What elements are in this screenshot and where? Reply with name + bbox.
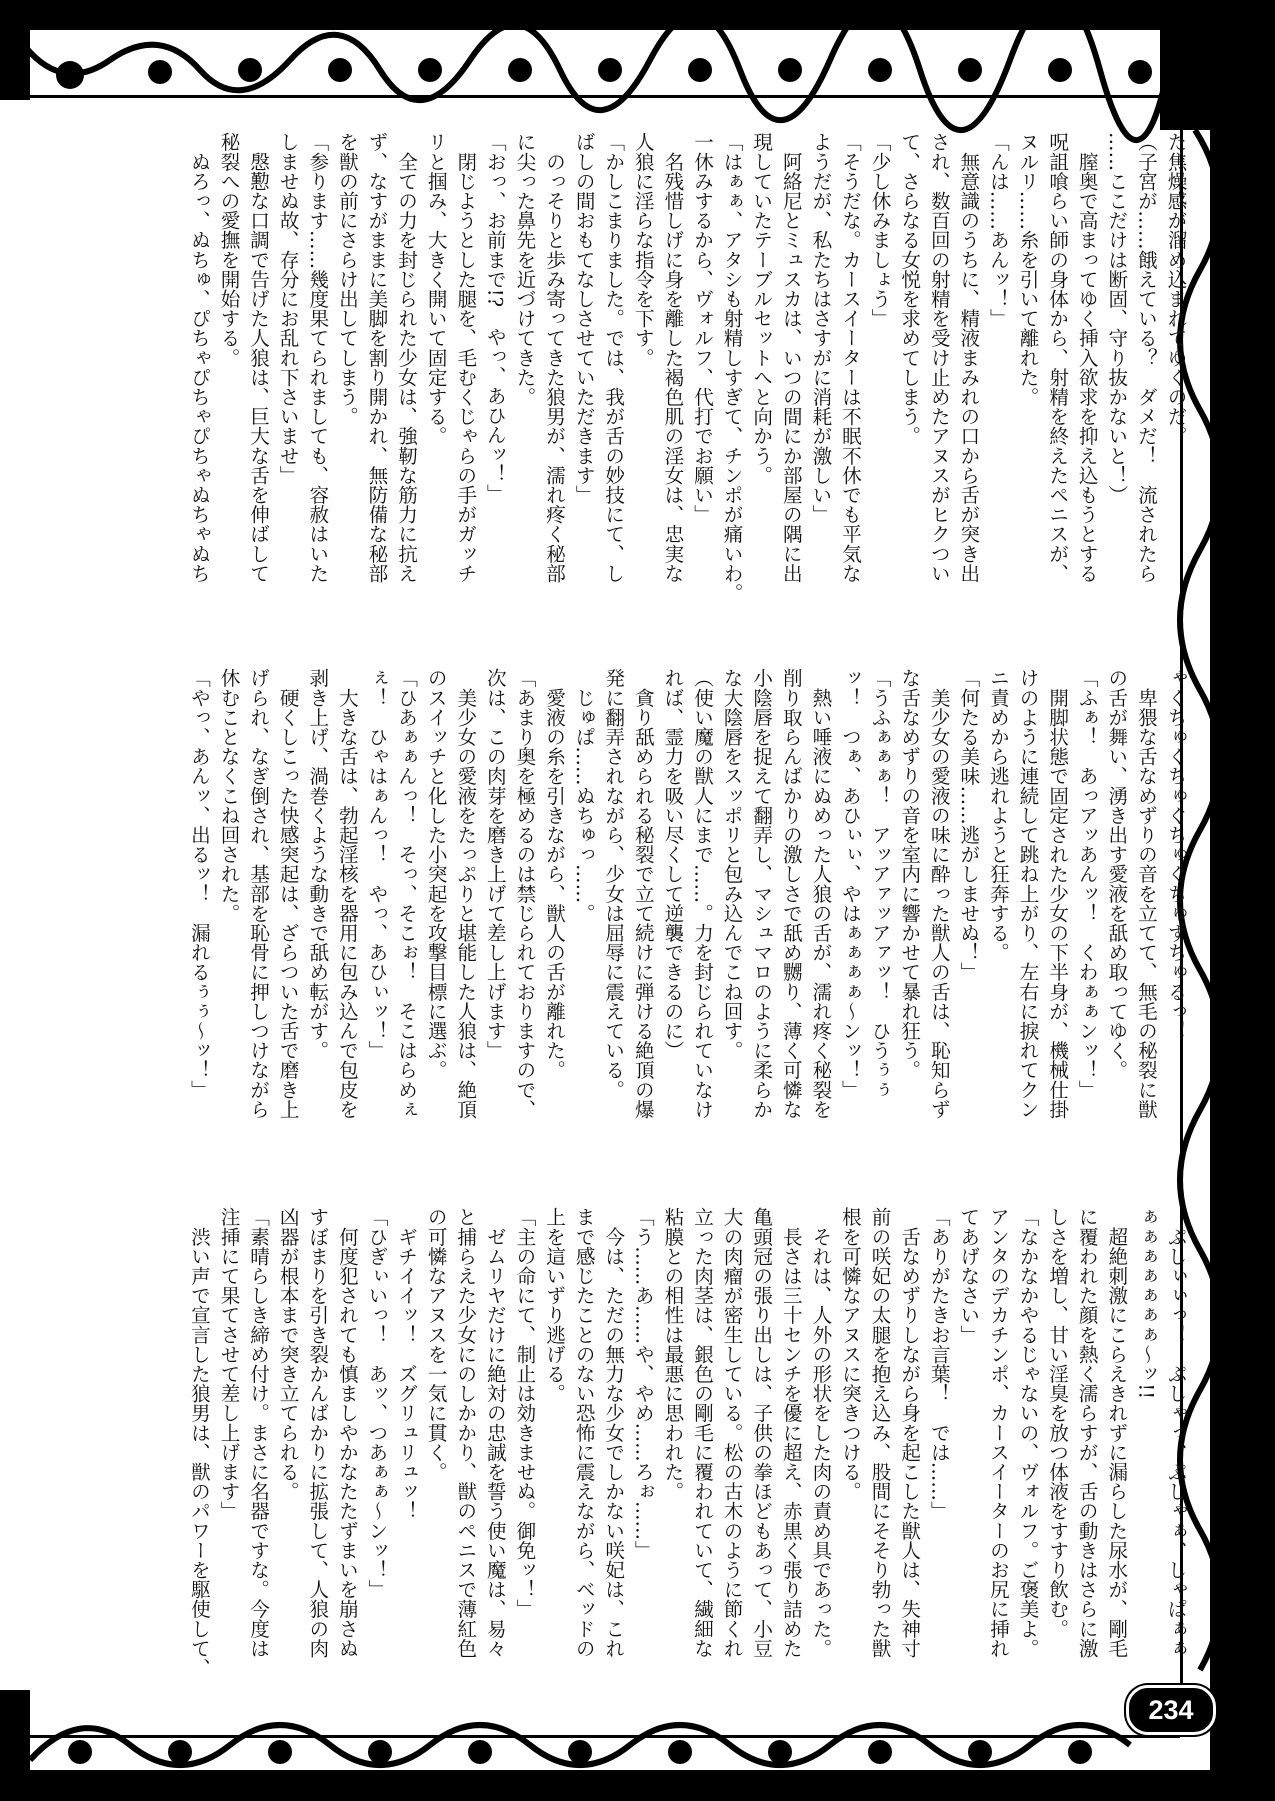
text-line: され、数百回の射精を受け止めたアヌスがヒクつい bbox=[927, 132, 951, 583]
text-line: 「かしこまりました。では、我が舌の妙技にて、し bbox=[601, 132, 625, 583]
text-line: 秘裂への愛撫を開始する。 bbox=[217, 132, 240, 368]
text-line: 亀頭冠の張り出しは、子供の拳ほどもあって、小豆 bbox=[749, 1207, 773, 1658]
text-line: （使い魔の獣人にまで……。力を封じられていなけ bbox=[690, 668, 714, 1119]
text-line: ようだが、私たちはさすがに消耗が激しい」 bbox=[808, 132, 832, 524]
text-line: 硬くしこった快感突起は、ざらついた舌で磨き上 bbox=[276, 668, 300, 1119]
text-line: （子宮が……餓えている？ ダメだ！ 流されたら bbox=[1134, 132, 1158, 583]
text-line: 小陰唇を捉えて翻弄し、マシュマロのように柔らか bbox=[749, 668, 773, 1119]
text-line: 美少女の愛液をたっぷりと堪能した人狼は、絶頂 bbox=[453, 668, 477, 1119]
text-line: 名残惜しげに身を離した褐色肌の淫女は、忠実な bbox=[660, 132, 684, 583]
text-line: 休むことなくこね回された。 bbox=[217, 668, 240, 923]
text-line: 削り取らんばかりの激しさで舐め嬲り、薄く可憐な bbox=[779, 668, 803, 1119]
text-line: 呪詛喰らい師の身体から、射精を終えたペニスが、 bbox=[1045, 132, 1069, 583]
text-line: 「なかなかやるじゃないの、ヴォルフ。ご褒美よ。 bbox=[1016, 1207, 1040, 1658]
text-line: の舌が舞い、湧き出す愛液を舐め取ってゆく。 bbox=[1104, 668, 1128, 1080]
text-line: 「ひあぁぁんっ！ そっ、そこぉ！ そこはらめぇ bbox=[394, 668, 418, 1119]
text-line: のスイッチと化した小突起を攻撃目標に選ぶ。 bbox=[424, 668, 448, 1080]
text-line: 「ひぎぃいっ！ あッ、つあぁぁ～ンッ！」 bbox=[364, 1207, 388, 1599]
text-line: 「主の命にて、制止は効きませぬ。御免ッ！」 bbox=[512, 1207, 536, 1619]
text-line: しませぬ故、存分にお乱れ下さいませ」 bbox=[276, 132, 300, 485]
text-line: 渋い声で宣言した狼男は、獣のパワーを駆使して、 bbox=[187, 1207, 211, 1678]
text-line: 次は、この肉芽を磨き上げて差し上げます」 bbox=[483, 668, 507, 1060]
text-line: ぁぁぁぁぁぁぁ～ッ!! bbox=[1134, 1207, 1158, 1400]
text-line: と捕らえた少女にのしかかり、獣のペニスで薄紅色 bbox=[453, 1207, 477, 1658]
text-line: 慇懃な口調で告げた人狼は、巨大な舌を伸ばして bbox=[246, 132, 270, 583]
text-line: ゼムリヤだけに絶対の忠誠を誓う使い魔は、易々 bbox=[483, 1207, 507, 1658]
text-line: のっそりと歩み寄ってきた狼男が、濡れ疼く秘部 bbox=[542, 132, 566, 583]
text-tier-3 bbox=[160, 1207, 1190, 1712]
text-line: 閉じようとした腿を、毛むくじゃらの手がガッチ bbox=[453, 132, 477, 583]
text-line: 膣奥で高まってゆく挿入欲求を抑え込もうとする bbox=[1075, 132, 1099, 583]
page-number: 234 bbox=[1126, 1685, 1216, 1735]
text-line: 貪り舐められる秘裂で立て続けに弾ける絶頂の爆 bbox=[631, 668, 655, 1119]
text-line: 「ふぁ！ あっアッあんッ！ くわぁぁンッ！」 bbox=[1075, 668, 1099, 1100]
text-line: 何度犯されても慎ましやかなたたずまいを崩さぬ bbox=[335, 1207, 359, 1658]
text-line: 注挿にて果てさせて差し上げます」 bbox=[217, 1207, 240, 1521]
text-line: てあげなさい」 bbox=[956, 1207, 980, 1345]
text-line: 「やっ、あんッ、出るッ！ 漏れるぅぅ～ッ！」 bbox=[187, 668, 211, 1100]
text-tier-2 bbox=[160, 668, 1190, 1173]
text-line: しさを増し、甘い淫臭を放つ体液をすすり飲む。 bbox=[1045, 1207, 1069, 1639]
text-line: ニ責めから逃れようと狂奔する。 bbox=[986, 668, 1010, 962]
text-line: 超絶刺激にこらえきれずに漏らした尿水が、剛毛 bbox=[1104, 1207, 1128, 1658]
text-line: 「あまり奥を極めるのは禁じられておりますので、 bbox=[512, 668, 536, 1119]
text-line: ゃくちゅくちゅぐちゅぐちゅずちゅるっ！ bbox=[1164, 668, 1187, 1041]
text-line: げられ、なぎ倒され、基部を恥骨に押しつけながら bbox=[246, 668, 270, 1119]
text-line: ヌルリ……糸を引いて離れた。 bbox=[1016, 132, 1040, 407]
text-line: て、さらなる女悦を求めてしまう。 bbox=[897, 132, 921, 446]
text-tier-1 bbox=[160, 132, 1190, 637]
text-line: の可憐なアヌスを一気に貫く。 bbox=[424, 1207, 448, 1482]
text-line: 卑猥な舌なめずりの音を立てて、無毛の秘裂に獣 bbox=[1134, 668, 1158, 1119]
text-line: 大きな舌は、勃起淫核を器用に包み込んで包皮を bbox=[335, 668, 359, 1119]
text-line: 「何たる美味……逃がしませぬ！」 bbox=[956, 668, 980, 982]
text-line: 「少し休みましょう」 bbox=[868, 132, 892, 328]
text-line: 前の咲妃の太腿を抱え込み、股間にそそり勃った獣 bbox=[868, 1207, 892, 1658]
text-line: 無意識のうちに、精液まみれの口から舌が突き出 bbox=[956, 132, 980, 583]
text-line: 全ての力を封じられた少女は、強靭な筋力に抗え bbox=[394, 132, 418, 583]
text-line: まで感じたことのない恐怖に震えながら、ベッドの bbox=[572, 1207, 596, 1658]
text-line: な大陰唇をスッポリと包み込んでこね回す。 bbox=[720, 668, 744, 1060]
text-line: すぼまりを引き裂かんばかりに拡張して、人狼の肉 bbox=[305, 1207, 329, 1658]
text-line: ず、なすがままに美脚を割り開かれ、無防備な秘部 bbox=[364, 132, 388, 583]
text-line: 剥き上げ、渦巻くような動きで舐め転がす。 bbox=[305, 668, 329, 1060]
text-line: 「ありがたきお言葉！ では……」 bbox=[927, 1207, 951, 1521]
text-line: 「はぁぁ、アタシも射精しすぎて、チンポが痛いわ。 bbox=[720, 132, 744, 603]
text-line: 発に翻弄されながら、少女は屈辱に震えている。 bbox=[601, 668, 625, 1100]
text-line: 愛液の糸を引きながら、獣人の舌が離れた。 bbox=[542, 668, 566, 1080]
text-line: ……ここだけは断固、守り抜かないと！） bbox=[1104, 132, 1128, 505]
text-line: ばしの間おもてなしさせていただきます」 bbox=[572, 132, 596, 505]
text-line: けのように連続して跳ね上がり、左右に捩れてクン bbox=[1016, 668, 1040, 1119]
text-line: 粘膜との相性は最悪に思われた。 bbox=[660, 1207, 684, 1501]
text-line: 「素晴らしき締め付け。まさに名器ですな。今度は bbox=[246, 1207, 270, 1658]
text-line: 今は、ただの無力な少女でしかない咲妃は、これ bbox=[601, 1207, 625, 1658]
text-line: リと掴み、大きく開いて固定する。 bbox=[424, 132, 448, 446]
text-line: 「おっ、お前まで!? やっ、あひんッ！」 bbox=[483, 132, 507, 504]
text-line: アンタのデカチンポ、カースイーターのお尻に挿れ bbox=[986, 1207, 1010, 1658]
text-line: 長さは三十センチを優に超え、赤黒く張り詰めた bbox=[779, 1207, 803, 1658]
text-line: 美少女の愛液の味に酔った獣人の舌は、恥知らず bbox=[927, 668, 951, 1119]
text-line: ギチイイッ！ ズグリュリュッ！ bbox=[394, 1207, 418, 1521]
text-line: た焦燥感が溜め込まれてゆくのだ。 bbox=[1164, 132, 1187, 446]
text-line: 根を可憐なアヌスに突きつける。 bbox=[838, 1207, 862, 1501]
text-line: 一休みするから、ヴォルフ、代打でお願い」 bbox=[690, 132, 714, 524]
text-line: 舌なめずりしながら身を起こした獣人は、失神寸 bbox=[897, 1207, 921, 1658]
text-line: ッ！ つぁ、あひぃぃ、やはぁぁぁぁ～ンッ！」 bbox=[838, 668, 862, 1100]
text-line: 「う……あ……や、やめ……ろぉ……」 bbox=[631, 1207, 655, 1560]
text-line: れば、霊力を吸い尽くして逆襲できるのに） bbox=[660, 668, 684, 1060]
text-line: ぇ！ ひゃはぁんっ！ やっ、あひぃッ！」 bbox=[364, 668, 388, 1060]
text-line: 人狼に淫らな指令を下す。 bbox=[631, 132, 655, 368]
text-line: 熱い唾液にぬめった人狼の舌が、濡れ疼く秘裂を bbox=[808, 668, 832, 1119]
text-line: 開脚状態で固定された少女の下半身が、機械仕掛 bbox=[1045, 668, 1069, 1119]
text-line: 現していたテーブルセットへと向かう。 bbox=[749, 132, 773, 485]
text-line: を獣の前にさらけ出してしまう。 bbox=[335, 132, 359, 426]
text-line: じゅぱ……ぬちゅっ……。 bbox=[572, 668, 596, 923]
text-line: 「参ります……幾度果てられましても、容赦はいた bbox=[305, 132, 329, 583]
text-line: な舌なめずりの音を室内に響かせて暴れ狂う。 bbox=[897, 668, 921, 1080]
text-line: 上を這いずり逃げる。 bbox=[542, 1207, 566, 1403]
text-line: それは、人外の形状をした肉の責め具であった。 bbox=[808, 1207, 832, 1658]
text-line: ぬろっ、ぬちゅ、ぴちゃぴちゃぴちゃぬちゃぬち bbox=[187, 132, 211, 583]
text-line: に尖った鼻先を近づけてきた。 bbox=[512, 132, 536, 407]
text-line: 立った肉茎は、銀色の剛毛に覆われていて、繊細な bbox=[690, 1207, 714, 1658]
text-line: 「うふぁぁぁ！ アッアァッアァッ！ ひうぅぅ bbox=[868, 668, 892, 1100]
text-line: 大の肉瘤が密生している。松の古木のように節くれ bbox=[720, 1207, 744, 1658]
text-line: 阿絡尼とミュスカは、いつの間にか部屋の隅に出 bbox=[779, 132, 803, 583]
text-line: に覆われた顔を熱く濡らすが、舌の動きはさらに激 bbox=[1075, 1207, 1099, 1658]
text-line: 「そうだな。カースイーターは不眠不休でも平気な bbox=[838, 132, 862, 583]
text-line: ぷしぃぃっ！ ぷしゃっ、ぷしゃぁ、しゃぱぁぁ bbox=[1164, 1207, 1187, 1658]
text-line: 凶器が根本まで突き立てられる。 bbox=[276, 1207, 300, 1501]
text-line: 「んは……あんッ！」 bbox=[986, 132, 1010, 328]
